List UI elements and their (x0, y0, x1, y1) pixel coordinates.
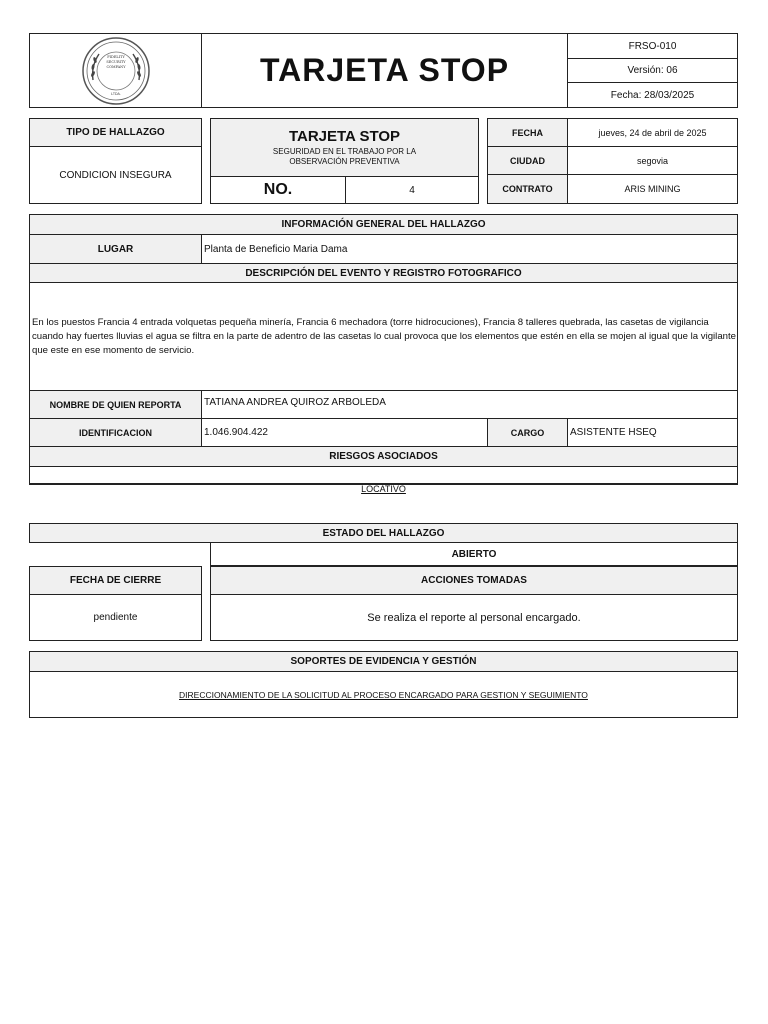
form-version: Versión: 06 (568, 59, 737, 83)
riesgos-title: RIESGOS ASOCIADOS (30, 447, 737, 467)
cierre-label: FECHA DE CIERRE (30, 567, 201, 595)
lugar-value: Planta de Beneficio Maria Dama (202, 235, 737, 264)
logo-word-4: LTDA. (111, 92, 121, 96)
acciones-box (210, 566, 738, 641)
form-date: Fecha: 28/03/2025 (610, 89, 695, 101)
logo-word-2: SECURITY (106, 60, 126, 64)
event-description: En los puestos Francia 4 entrada volquetas pequeña minería, Francia 6 mechadora (torre hidrocuciones), Francia 8 talleres quebrada, las casetas de vigilancia cuando hay fuertes lluvias el agua se filtra en la parte de adentro de las casetas lo cual provoca que los elementos que estén en ella se mojen al igual que la vigilante que este en ese momento de servicio. (30, 283, 737, 391)
form-code: FRSO-010 (568, 34, 737, 59)
card-subtitle: SEGURIDAD EN EL TRABAJO POR LA OBSERVACIÓN PREVENTIVA (272, 147, 417, 166)
logo-word-1: FIDELITY (107, 55, 125, 59)
reporta-label: NOMBRE DE QUIEN REPORTA (30, 391, 202, 419)
meta-box (487, 118, 738, 204)
no-label: NO. (211, 176, 346, 203)
soportes-value: DIRECCIONAMIENTO DE LA SOLICITUD AL PROCESO ENCARGADO PARA GESTION Y SEGUIMIENTO (179, 689, 588, 700)
card-title: TARJETA STOP (288, 128, 401, 145)
acciones-value: Se realiza el reporte al personal encargado. (367, 611, 581, 624)
general-info-box (29, 214, 738, 484)
fecha-value: jueves, 24 de abril de 2025 (568, 119, 737, 147)
fecha-label: FECHA (488, 119, 568, 147)
no-value: 4 (346, 176, 478, 203)
cargo-value: ASISTENTE HSEQ (568, 419, 737, 447)
ciudad-label: CIUDAD (488, 147, 568, 175)
soportes-box (29, 651, 738, 718)
soportes-title: SOPORTES DE EVIDENCIA Y GESTIÓN (30, 652, 737, 672)
logo-word-3: COMPANY (106, 65, 126, 69)
cierre-value: pendiente (93, 612, 138, 623)
card-header (211, 119, 478, 176)
estado-title: ESTADO DEL HALLAZGO (29, 523, 738, 543)
tipo-hallazgo-label: TIPO DE HALLAZGO (30, 119, 201, 147)
identificacion-label: IDENTIFICACION (30, 419, 202, 447)
contrato-value: ARIS MINING (624, 184, 681, 194)
document-header (29, 33, 738, 108)
reporta-value: TATIANA ANDREA QUIROZ ARBOLEDA (202, 391, 737, 419)
acciones-label: ACCIONES TOMADAS (211, 567, 737, 595)
cierre-box (29, 566, 202, 641)
estado-value: ABIERTO (210, 542, 738, 566)
general-info-title: INFORMACIÓN GENERAL DEL HALLAZGO (30, 215, 737, 235)
tipo-hallazgo-value: CONDICION INSEGURA (59, 169, 172, 181)
ciudad-value: segovia (568, 147, 737, 175)
page-title: TARJETA STOP (202, 34, 568, 107)
lugar-label: LUGAR (30, 235, 202, 264)
contrato-label: CONTRATO (488, 175, 568, 203)
cargo-label: CARGO (488, 419, 568, 447)
tipo-hallazgo-box (29, 118, 202, 204)
card-box (210, 118, 479, 204)
riesgos-value: LOCATIVO (361, 484, 406, 494)
logo-cell (30, 34, 202, 107)
description-title: DESCRIPCIÓN DEL EVENTO Y REGISTRO FOTOGRAFICO (30, 264, 737, 283)
identificacion-value: 1.046.904.422 (202, 419, 488, 447)
